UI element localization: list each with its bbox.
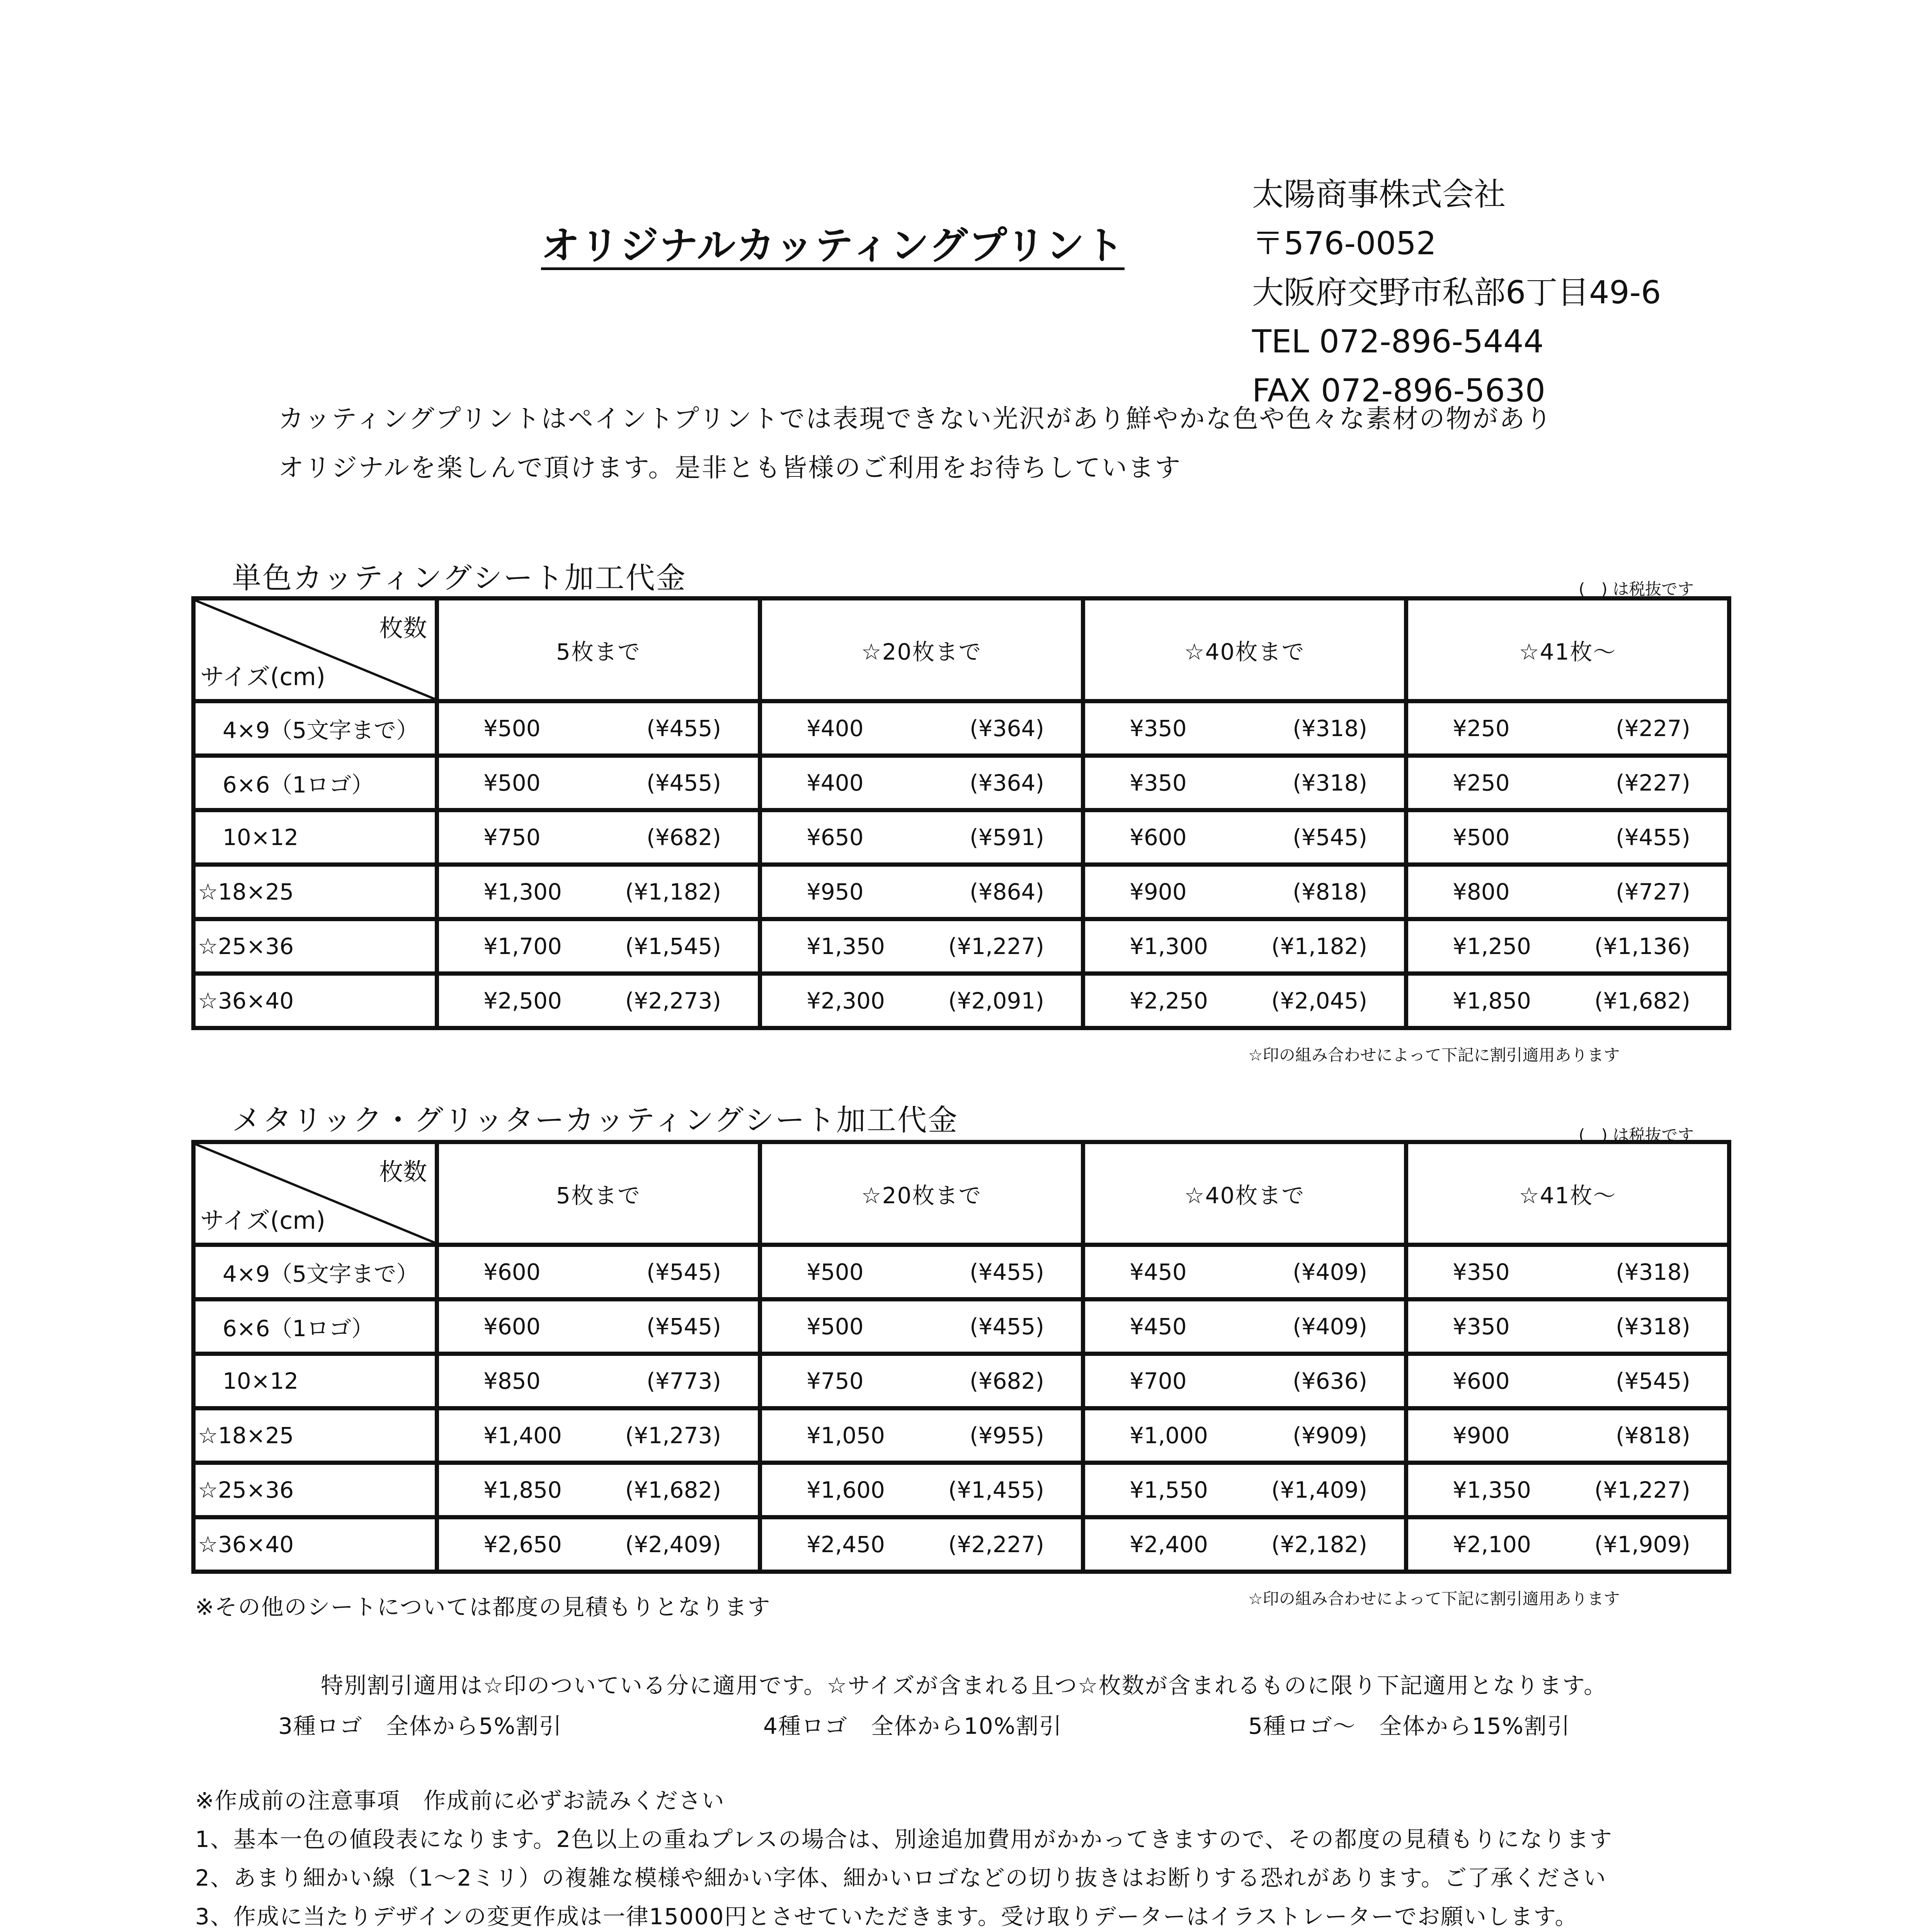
tier-header: ☆41枚～ — [1406, 1142, 1729, 1245]
price-value: ¥350 — [1453, 1259, 1510, 1285]
price-cell — [760, 810, 1083, 865]
tax-excluded-value: (¥727) — [1616, 879, 1690, 905]
tax-excluded-value: (¥909) — [1293, 1422, 1367, 1449]
table-row — [194, 1245, 1729, 1299]
price-cell — [1083, 974, 1406, 1028]
tax-excluded-value: (¥682) — [970, 1368, 1044, 1394]
price-value: ¥600 — [1453, 1368, 1510, 1394]
size-cell: 6×6（1ロゴ） — [194, 756, 437, 810]
price-value: ¥1,350 — [807, 933, 885, 959]
price-cell — [1083, 1408, 1406, 1463]
list-item: 2、あまり細かい線（1～2ミリ）の複雑な模様や細かい字体、細かいロゴなどの切り抜きはお断りする恐れがあります。ご了承ください — [195, 1865, 1607, 1891]
price-cell — [1083, 865, 1406, 919]
price-cell — [1083, 1299, 1406, 1354]
price-cell — [437, 865, 760, 919]
tax-note: ( ) は税抜です — [1579, 1126, 1694, 1145]
tax-excluded-value: (¥1,273) — [625, 1422, 721, 1449]
tax-excluded-value: (¥2,091) — [948, 988, 1044, 1014]
company-name: 太陽商事株式会社 — [1252, 176, 1506, 213]
price-cell — [760, 865, 1083, 919]
table-row — [194, 919, 1729, 974]
price-cell — [760, 1408, 1083, 1463]
price-cell — [1083, 756, 1406, 810]
price-cell — [437, 1463, 760, 1517]
size-label: サイズ(cm) — [200, 663, 325, 691]
tax-excluded-value: (¥682) — [647, 824, 721, 850]
price-value: ¥1,050 — [807, 1422, 885, 1449]
price-value: ¥1,350 — [1453, 1477, 1531, 1503]
other-sheet-note: ※その他のシートについては都度の見積もりとなります — [195, 1594, 771, 1620]
tax-excluded-value: (¥455) — [970, 1313, 1044, 1340]
intro-text — [278, 394, 1552, 492]
price-value: ¥900 — [1453, 1422, 1510, 1449]
price-value: ¥900 — [1130, 879, 1187, 905]
price-value: ¥600 — [1130, 824, 1187, 850]
price-value: ¥2,300 — [807, 988, 885, 1014]
price-cell — [760, 1517, 1083, 1572]
tax-excluded-value: (¥227) — [1616, 770, 1690, 796]
precautions-heading: ※作成前の注意事項 作成前に必ずお読みください — [195, 1787, 725, 1814]
price-cell — [437, 1245, 760, 1299]
price-value: ¥2,250 — [1130, 988, 1208, 1014]
price-cell — [1083, 1354, 1406, 1408]
tax-excluded-value: (¥2,045) — [1271, 988, 1367, 1014]
price-cell — [1406, 756, 1729, 810]
price-cell — [760, 701, 1083, 756]
tax-excluded-value: (¥1,682) — [625, 1477, 721, 1503]
price-value: ¥450 — [1130, 1313, 1187, 1340]
intro-line: カッティングプリントはペイントプリントでは表現できない光沢があり鮮やかな色や色々な素材の物があり — [278, 404, 1553, 434]
tier-header: 5枚まで — [437, 1142, 760, 1245]
price-cell — [760, 1245, 1083, 1299]
price-cell — [1406, 1517, 1729, 1572]
price-cell — [437, 701, 760, 756]
table-row — [194, 810, 1729, 865]
price-value: ¥1,700 — [483, 933, 562, 959]
discount-item: 3種ロゴ 全体から5%割引 — [278, 1713, 562, 1739]
price-value: ¥2,650 — [483, 1531, 562, 1558]
price-cell — [760, 1299, 1083, 1354]
price-cell — [437, 1354, 760, 1408]
discount-item: 5種ロゴ～ 全体から15%割引 — [1248, 1713, 1571, 1739]
tax-excluded-value: (¥1,182) — [625, 879, 721, 905]
price-cell — [760, 756, 1083, 810]
tier-header: ☆40枚まで — [1083, 1142, 1406, 1245]
tax-excluded-value: (¥818) — [1616, 1422, 1690, 1449]
tax-excluded-value: (¥955) — [970, 1422, 1044, 1449]
price-cell — [760, 1463, 1083, 1517]
table-row — [194, 701, 1729, 756]
price-value: ¥1,000 — [1130, 1422, 1208, 1449]
price-value: ¥1,400 — [483, 1422, 562, 1449]
price-cell — [1406, 974, 1729, 1028]
price-cell — [760, 919, 1083, 974]
quantity-label: 枚数 — [379, 1158, 427, 1186]
price-value: ¥500 — [807, 1259, 864, 1285]
price-cell — [437, 1299, 760, 1354]
tax-excluded-value: (¥364) — [970, 715, 1044, 742]
combo-discount-note: ☆印の組み合わせによって下記に割引適用あります — [1248, 1046, 1620, 1065]
price-value: ¥950 — [807, 879, 864, 905]
price-cell — [437, 810, 760, 865]
price-cell — [1406, 701, 1729, 756]
size-cell: 4×9（5文字まで） — [194, 1245, 437, 1299]
size-cell: ☆25×36 — [194, 919, 437, 974]
price-value: ¥400 — [807, 770, 864, 796]
price-value: ¥450 — [1130, 1259, 1187, 1285]
tax-excluded-value: (¥227) — [1616, 715, 1690, 742]
price-value: ¥750 — [483, 824, 541, 850]
tax-excluded-value: (¥636) — [1293, 1368, 1367, 1394]
tax-excluded-value: (¥545) — [1616, 1368, 1690, 1394]
company-info — [1252, 170, 1661, 415]
size-cell: ☆18×25 — [194, 1408, 437, 1463]
price-value: ¥600 — [483, 1259, 541, 1285]
price-value: ¥2,500 — [483, 988, 562, 1014]
tax-excluded-value: (¥1,409) — [1271, 1477, 1367, 1503]
price-cell — [760, 974, 1083, 1028]
price-cell — [437, 974, 760, 1028]
price-value: ¥1,850 — [1453, 988, 1531, 1014]
tax-excluded-value: (¥2,409) — [625, 1531, 721, 1558]
size-cell: 10×12 — [194, 1354, 437, 1408]
price-cell — [1406, 810, 1729, 865]
price-cell — [1083, 1517, 1406, 1572]
price-cell — [1083, 810, 1406, 865]
price-value: ¥500 — [483, 715, 541, 742]
tier-header: 5枚まで — [437, 599, 760, 701]
price-value: ¥250 — [1453, 715, 1510, 742]
tax-excluded-value: (¥318) — [1293, 770, 1367, 796]
table-corner-header — [194, 1142, 437, 1245]
tax-excluded-value: (¥1,227) — [948, 933, 1044, 959]
tax-excluded-value: (¥2,227) — [948, 1531, 1044, 1558]
tier-header: ☆20枚まで — [760, 599, 1083, 701]
tax-excluded-value: (¥773) — [647, 1368, 721, 1394]
price-cell — [437, 1408, 760, 1463]
tax-excluded-value: (¥1,545) — [625, 933, 721, 959]
size-cell: ☆36×40 — [194, 974, 437, 1028]
price-cell — [1083, 1245, 1406, 1299]
tier-header: ☆40枚まで — [1083, 599, 1406, 701]
tax-excluded-value: (¥409) — [1293, 1313, 1367, 1340]
table-row — [194, 1354, 1729, 1408]
price-value: ¥2,450 — [807, 1531, 885, 1558]
precautions-section — [195, 1781, 1690, 1932]
table-corner-header — [194, 599, 437, 701]
tier-header: ☆20枚まで — [760, 1142, 1083, 1245]
table-row — [194, 756, 1729, 810]
price-cell — [1406, 1463, 1729, 1517]
table-row — [194, 1408, 1729, 1463]
quantity-label: 枚数 — [379, 614, 427, 642]
tax-excluded-value: (¥455) — [970, 1259, 1044, 1285]
price-cell — [437, 919, 760, 974]
tax-excluded-value: (¥545) — [647, 1313, 721, 1340]
combo-discount-note: ☆印の組み合わせによって下記に割引適用あります — [1248, 1589, 1620, 1608]
tax-note: ( ) は税抜です — [1579, 580, 1694, 599]
price-value: ¥250 — [1453, 770, 1510, 796]
tax-excluded-value: (¥2,182) — [1271, 1531, 1367, 1558]
tax-excluded-value: (¥1,136) — [1594, 933, 1690, 959]
size-cell: ☆18×25 — [194, 865, 437, 919]
company-postal: 〒576-0052 — [1252, 225, 1436, 262]
price-cell — [437, 1517, 760, 1572]
price-cell — [1406, 865, 1729, 919]
size-label: サイズ(cm) — [200, 1206, 325, 1235]
price-cell — [1406, 1245, 1729, 1299]
table-row — [194, 974, 1729, 1028]
tax-excluded-value: (¥2,273) — [625, 988, 721, 1014]
tax-excluded-value: (¥455) — [647, 715, 721, 742]
tax-excluded-value: (¥545) — [647, 1259, 721, 1285]
price-value: ¥500 — [1453, 824, 1510, 850]
size-cell: ☆25×36 — [194, 1463, 437, 1517]
price-value: ¥750 — [807, 1368, 864, 1394]
price-value: ¥350 — [1130, 770, 1187, 796]
table-row — [194, 1517, 1729, 1572]
discount-item: 4種ロゴ 全体から10%割引 — [763, 1713, 1062, 1739]
table-row — [194, 865, 1729, 919]
price-cell — [1083, 701, 1406, 756]
company-address: 大阪府交野市私部6丁目49-6 — [1252, 274, 1661, 311]
discount-text: 特別割引適用は☆印のついている分に適用です。☆サイズが含まれる且つ☆枚数が含まれるものに限り下記適用となります。 — [321, 1672, 1607, 1699]
tax-excluded-value: (¥1,227) — [1594, 1477, 1690, 1503]
price-value: ¥2,400 — [1130, 1531, 1208, 1558]
tax-excluded-value: (¥1,682) — [1594, 988, 1690, 1014]
intro-line: オリジナルを楽しんで頂けます。是非とも皆様のご利用をお待ちしています — [278, 453, 1182, 483]
table-row — [194, 1463, 1729, 1517]
tax-excluded-value: (¥818) — [1293, 879, 1367, 905]
size-cell: ☆36×40 — [194, 1517, 437, 1572]
company-fax: FAX 072-896-5630 — [1252, 372, 1545, 409]
price-value: ¥2,100 — [1453, 1531, 1531, 1558]
price-value: ¥350 — [1130, 715, 1187, 742]
price-value: ¥700 — [1130, 1368, 1187, 1394]
price-cell — [437, 756, 760, 810]
price-table-metallic — [191, 1140, 1731, 1574]
price-value: ¥1,850 — [483, 1477, 562, 1503]
price-value: ¥350 — [1453, 1313, 1510, 1340]
price-cell — [1406, 1408, 1729, 1463]
company-tel: TEL 072-896-5444 — [1252, 323, 1544, 360]
price-cell — [1406, 919, 1729, 974]
size-cell: 4×9（5文字まで） — [194, 701, 437, 756]
tax-excluded-value: (¥318) — [1616, 1259, 1690, 1285]
price-value: ¥400 — [807, 715, 864, 742]
tax-excluded-value: (¥364) — [970, 770, 1044, 796]
tier-header: ☆41枚～ — [1406, 599, 1729, 701]
table-title-metallic: メタリック・グリッターカッティングシート加工代金 — [232, 1103, 959, 1137]
price-value: ¥1,550 — [1130, 1477, 1208, 1503]
size-cell: 10×12 — [194, 810, 437, 865]
tax-excluded-value: (¥591) — [970, 824, 1044, 850]
tax-excluded-value: (¥318) — [1616, 1313, 1690, 1340]
price-value: ¥600 — [483, 1313, 541, 1340]
page-title: オリジナルカッティングプリント — [541, 223, 1125, 268]
tax-excluded-value: (¥1,455) — [948, 1477, 1044, 1503]
price-value: ¥1,300 — [483, 879, 562, 905]
price-value: ¥1,300 — [1130, 933, 1208, 959]
price-cell — [1406, 1354, 1729, 1408]
table-row — [194, 1299, 1729, 1354]
price-table-solid — [191, 596, 1731, 1030]
price-cell — [1083, 919, 1406, 974]
price-value: ¥650 — [807, 824, 864, 850]
size-cell: 6×6（1ロゴ） — [194, 1299, 437, 1354]
tax-excluded-value: (¥409) — [1293, 1259, 1367, 1285]
price-value: ¥1,250 — [1453, 933, 1531, 959]
tax-excluded-value: (¥455) — [647, 770, 721, 796]
tax-excluded-value: (¥1,909) — [1594, 1531, 1690, 1558]
list-item: 1、基本一色の値段表になります。2色以上の重ねプレスの場合は、別途追加費用がかかってきますので、その都度の見積もりになります — [195, 1826, 1613, 1852]
price-cell — [1083, 1463, 1406, 1517]
price-value: ¥500 — [483, 770, 541, 796]
list-item: 3、作成に当たりデザインの変更作成は一律15000円とさせていただきます。受け取りデーターはイラストレーターでお願いします。 — [195, 1903, 1578, 1930]
table-title-solid: 単色カッティングシート加工代金 — [232, 561, 687, 595]
price-value: ¥500 — [807, 1313, 864, 1340]
tax-excluded-value: (¥318) — [1293, 715, 1367, 742]
price-cell — [1406, 1299, 1729, 1354]
price-value: ¥800 — [1453, 879, 1510, 905]
tax-excluded-value: (¥864) — [970, 879, 1044, 905]
price-value: ¥1,600 — [807, 1477, 885, 1503]
price-value: ¥850 — [483, 1368, 541, 1394]
tax-excluded-value: (¥455) — [1616, 824, 1690, 850]
tax-excluded-value: (¥1,182) — [1271, 933, 1367, 959]
price-cell — [760, 1354, 1083, 1408]
tax-excluded-value: (¥545) — [1293, 824, 1367, 850]
